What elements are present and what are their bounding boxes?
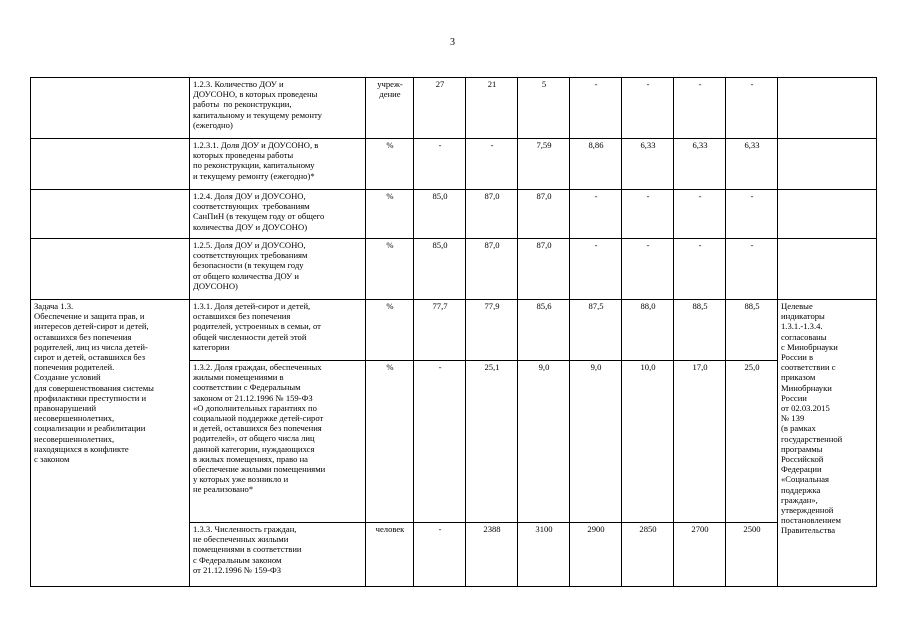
note-cell (778, 300, 877, 587)
value-cell: 21 (466, 78, 518, 139)
value-cell: 2700 (674, 523, 726, 587)
indicator-cell (190, 300, 366, 361)
text-line: (ежегодно) (193, 119, 233, 130)
value-cell: 87,0 (518, 190, 570, 239)
value-cell: - (570, 190, 622, 239)
indicator-cell (190, 239, 366, 300)
value-cell: - (622, 239, 674, 300)
text-line: 1.3.1. Доля детей-сирот и детей, (193, 301, 311, 311)
text-line: обеспечение жилыми помещениями (193, 464, 326, 475)
note-cell-empty (778, 190, 877, 239)
text-line: 1.3.1.-1.3.4. (781, 321, 823, 332)
text-line: Правительства (781, 525, 836, 536)
value-cell: 87,0 (518, 239, 570, 300)
text-line: от общего количества ДОУ и (193, 270, 299, 281)
value-cell: 8,86 (570, 139, 622, 190)
text-line: СанПиН (в текущем году от общего (193, 211, 325, 222)
text-line: количества ДОУ и ДОУСОНО) (193, 221, 308, 232)
text-line: «О дополнительных гарантиях по (193, 402, 317, 413)
text-line: Обеспечение и защита прав, и (34, 311, 145, 322)
text-line: Целевые (781, 301, 813, 311)
text-line: в жилых помещениях, право на (193, 453, 308, 464)
text-line: Федерации (781, 464, 822, 475)
value-cell: - (726, 239, 778, 300)
text-line: законом от 21.12.1996 № 159-ФЗ (193, 392, 313, 403)
text-line: дение (379, 89, 401, 100)
text-line: которых проведены работы (193, 150, 294, 161)
text-line: социальной поддержке детей-сирот (193, 413, 324, 424)
text-line: капитальному и текущему ремонту (193, 109, 322, 120)
value-cell: 6,33 (726, 139, 778, 190)
text-line: оставшихся без попечения (34, 331, 132, 342)
text-line: постановлением (781, 515, 841, 526)
text-line: по реконструкции, капитальному (193, 160, 315, 171)
indicator-cell (190, 78, 366, 139)
unit-cell (366, 190, 414, 239)
value-cell: - (674, 78, 726, 139)
text-line: родителей, устроенных в семьи, от (193, 321, 321, 332)
value-cell: - (622, 78, 674, 139)
indicator-cell (190, 523, 366, 587)
text-line: Минобрнауки (781, 382, 832, 393)
value-cell: 77,9 (466, 300, 518, 361)
text-line: у которых уже возникло и (193, 474, 289, 485)
text-line: работы по реконструкции, (193, 99, 292, 110)
task-cell (31, 300, 190, 587)
text-line: от 21.12.1996 № 159-ФЗ (193, 564, 282, 575)
value-cell: 77,7 (414, 300, 466, 361)
task-cell-empty (31, 78, 190, 139)
value-cell: 88,5 (674, 300, 726, 361)
value-cell: - (674, 190, 726, 239)
text-line: 1.2.3. Количество ДОУ и (193, 79, 284, 89)
text-line: индикаторы (781, 311, 825, 322)
note-cell-empty (778, 139, 877, 190)
table-row (31, 139, 877, 190)
note-cell-empty (778, 78, 877, 139)
value-cell: - (414, 361, 466, 523)
unit-cell (366, 300, 414, 361)
value-cell: 85,6 (518, 300, 570, 361)
value-cell: - (414, 523, 466, 587)
text-line: учреж- (377, 79, 403, 89)
text-line: сирот и детей, оставшихся без (34, 352, 146, 363)
table-row (31, 239, 877, 300)
value-cell: 10,0 (622, 361, 674, 523)
text-line: % (386, 140, 394, 150)
unit-cell (366, 78, 414, 139)
value-cell: 88,0 (622, 300, 674, 361)
value-cell: 85,0 (414, 190, 466, 239)
text-line: помещениями в соответствии (193, 544, 302, 555)
value-cell: 27 (414, 78, 466, 139)
value-cell: 25,0 (726, 361, 778, 523)
text-line: России в (781, 352, 814, 363)
text-line: попечения родителей. (34, 362, 115, 373)
value-cell: 2900 (570, 523, 622, 587)
text-line: соответствующих требованиям (193, 201, 310, 212)
value-cell: 87,0 (466, 190, 518, 239)
text-line: 1.2.4. Доля ДОУ и ДОУСОНО, (193, 191, 306, 201)
text-line: соответствующих требованиям (193, 250, 308, 261)
text-line: согласованы (781, 331, 827, 342)
value-cell: 2388 (466, 523, 518, 587)
text-line: Задача 1.3. (34, 301, 74, 311)
unit-cell (366, 239, 414, 300)
value-cell: 85,0 (414, 239, 466, 300)
unit-cell (366, 361, 414, 523)
text-line: не реализовано* (193, 484, 254, 495)
text-line: % (386, 191, 394, 201)
text-line: интересов детей-сирот и детей, (34, 321, 149, 332)
text-line: соответствии с Федеральным (193, 382, 301, 393)
value-cell: - (414, 139, 466, 190)
text-line: 1.2.5. Доля ДОУ и ДОУСОНО, (193, 240, 306, 250)
text-line: программы (781, 443, 823, 454)
text-line: 1.3.3. Численность граждан, (193, 524, 297, 534)
text-line: № 139 (781, 413, 805, 424)
text-line: граждан», (781, 494, 818, 505)
text-line: % (386, 362, 394, 372)
value-cell: 5 (518, 78, 570, 139)
text-line: не обеспеченных жилыми (193, 534, 289, 545)
indicators-table (30, 77, 877, 587)
value-cell: 2500 (726, 523, 778, 587)
text-line: 1.3.2. Доля граждан, обеспеченных (193, 362, 322, 372)
value-cell: - (674, 239, 726, 300)
table-row (31, 190, 877, 239)
text-line: для совершенствования системы (34, 382, 154, 393)
unit-cell (366, 523, 414, 587)
text-line: с Минобрнауки (781, 341, 838, 352)
value-cell: 6,33 (674, 139, 726, 190)
task-cell-empty (31, 239, 190, 300)
value-cell: 2850 (622, 523, 674, 587)
task-cell-empty (31, 139, 190, 190)
text-line: общей численности детей этой (193, 331, 307, 342)
text-line: % (386, 240, 394, 250)
indicator-cell (190, 361, 366, 523)
text-line: «Социальная (781, 474, 829, 485)
value-cell: 87,0 (466, 239, 518, 300)
text-line: находящихся в конфликте (34, 443, 129, 454)
text-line: соответствии с (781, 362, 836, 373)
text-line: с законом (34, 454, 70, 465)
value-cell: 9,0 (518, 361, 570, 523)
text-line: от 02.03.2015 (781, 403, 830, 414)
text-line: (в рамках (781, 423, 816, 434)
value-cell: - (570, 239, 622, 300)
value-cell: 9,0 (570, 361, 622, 523)
table-row (31, 78, 877, 139)
text-line: родителей, лиц из числа детей- (34, 341, 148, 352)
text-line: безопасности (в текущем году (193, 260, 304, 271)
text-line: профилактики преступности и (34, 392, 147, 403)
value-cell: - (466, 139, 518, 190)
indicator-cell (190, 139, 366, 190)
unit-cell (366, 139, 414, 190)
value-cell: - (726, 190, 778, 239)
text-line: приказом (781, 372, 816, 383)
value-cell: 6,33 (622, 139, 674, 190)
text-line: ДОУСОНО, в которых проведены (193, 89, 318, 100)
text-line: оставшихся без попечения (193, 311, 291, 322)
text-line: России (781, 392, 807, 403)
text-line: Создание условий (34, 372, 101, 383)
value-cell: - (726, 78, 778, 139)
value-cell: 17,0 (674, 361, 726, 523)
note-cell-empty (778, 239, 877, 300)
text-line: и текущему ремонту (ежегодно)* (193, 170, 315, 181)
text-line: социализации и реабилитации (34, 423, 146, 434)
task-cell-empty (31, 190, 190, 239)
value-cell: 3100 (518, 523, 570, 587)
text-line: Российской (781, 454, 824, 465)
text-line: с Федеральным законом (193, 554, 282, 565)
text-line: утвержденной (781, 505, 834, 516)
value-cell: - (570, 78, 622, 139)
text-line: правонарушений (34, 403, 97, 414)
text-line: родителей», от общего числа лиц (193, 433, 315, 444)
page-number: 3 (450, 37, 455, 48)
text-line: жилыми помещениями в (193, 372, 284, 383)
indicator-cell (190, 190, 366, 239)
value-cell: 7,59 (518, 139, 570, 190)
text-line: поддержка (781, 484, 821, 495)
table-row (31, 300, 877, 361)
text-line: человек (375, 524, 405, 534)
value-cell: 25,1 (466, 361, 518, 523)
text-line: несовершеннолетних, (34, 413, 115, 424)
value-cell: - (622, 190, 674, 239)
text-line: несовершеннолетних, (34, 433, 115, 444)
text-line: категории (193, 341, 230, 352)
text-line: ДОУСОНО) (193, 280, 238, 291)
text-line: и детей, оставшихся без попечения (193, 423, 322, 434)
text-line: % (386, 301, 394, 311)
value-cell: 88,5 (726, 300, 778, 361)
value-cell: 87,5 (570, 300, 622, 361)
text-line: 1.2.3.1. Доля ДОУ и ДОУСОНО, в (193, 140, 319, 150)
text-line: данной категории, нуждающихся (193, 443, 315, 454)
text-line: государственной (781, 433, 843, 444)
